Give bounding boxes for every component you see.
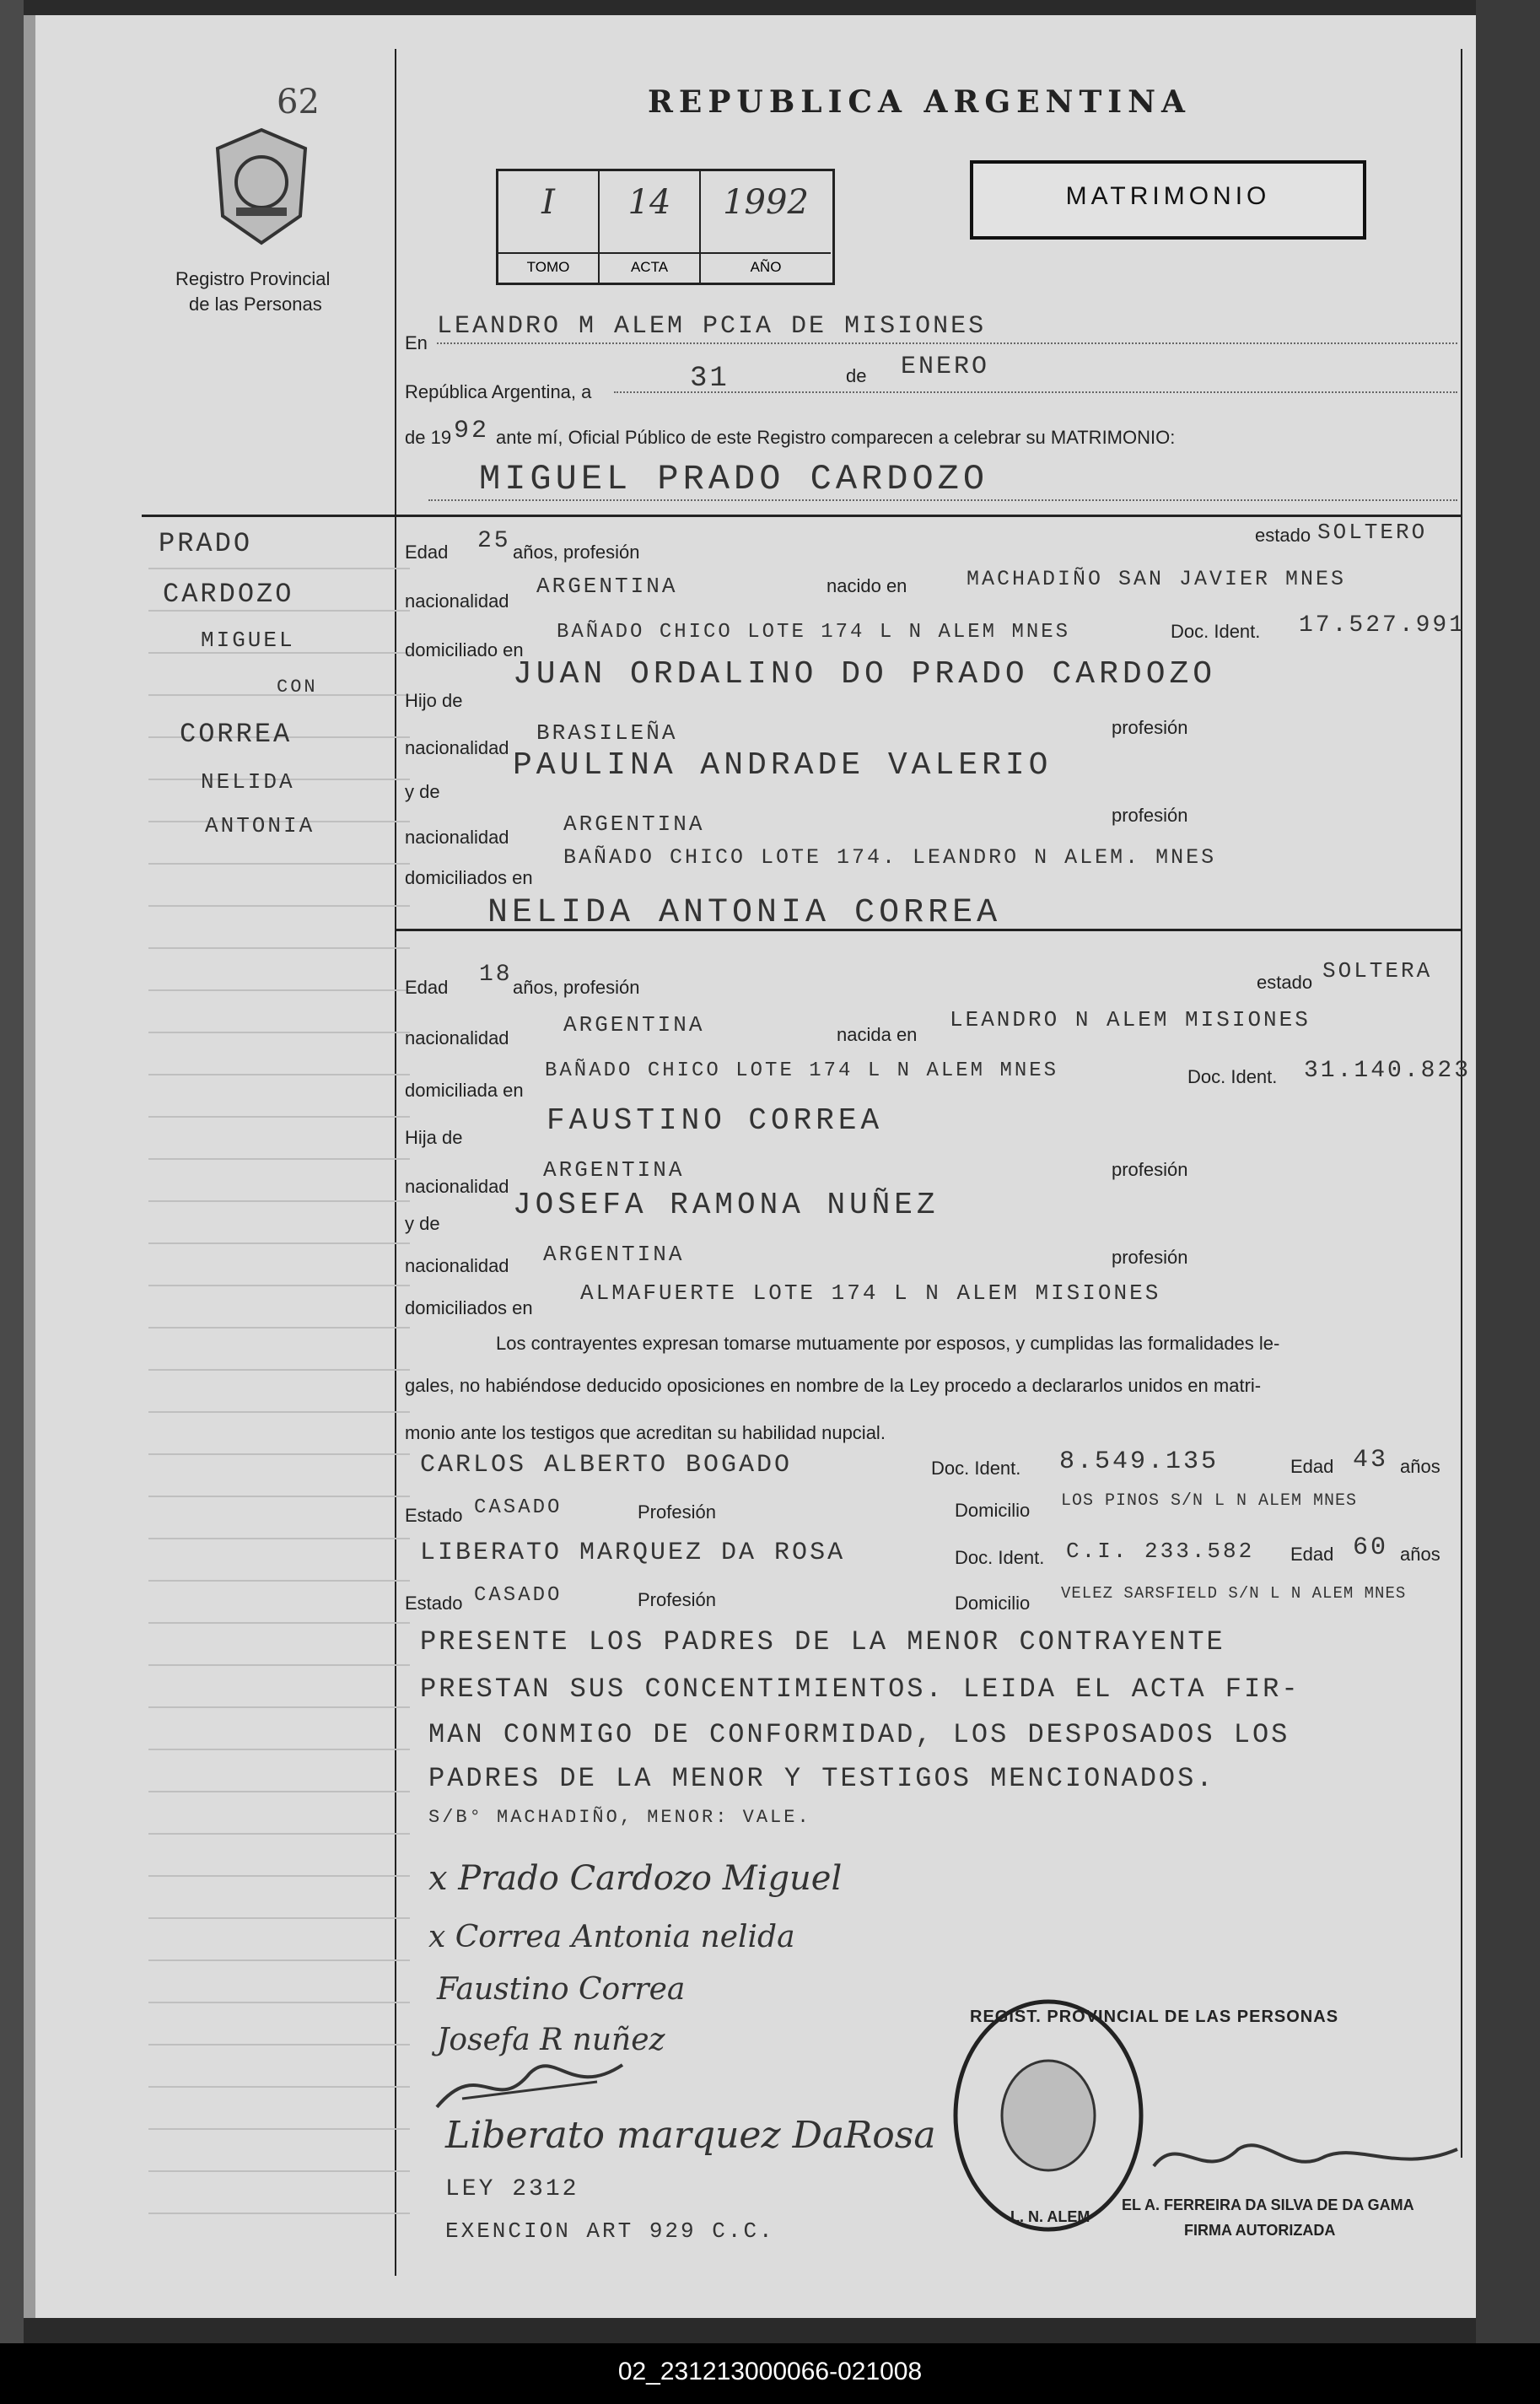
day-value: 31 <box>690 363 730 395</box>
section-divider-groom <box>142 515 1462 517</box>
acta-label: ACTA <box>600 252 699 276</box>
nacionalidad-label: nacionalidad <box>405 1255 509 1276</box>
bride-doc: 31.140.823 <box>1304 1058 1472 1084</box>
anos-profesion-label: años, profesión <box>513 542 640 563</box>
margin-note: MIGUEL <box>201 628 295 653</box>
stamp-bottom-text: L. N. ALEM <box>1010 2208 1090 2225</box>
witness2-signature: Liberato marquez DaRosa <box>445 2114 936 2157</box>
page-title: REPUBLICA ARGENTINA <box>648 84 1191 120</box>
witness-doc-label: Doc. Ident. <box>955 1547 1045 1568</box>
groom-signature: x Prado Cardozo Miguel <box>428 1859 843 1898</box>
scan-id: 02_231213000066-021008 <box>617 2358 923 2385</box>
margin-divider <box>395 49 396 2276</box>
groom-doc: 17.527.991 <box>1299 612 1467 639</box>
domiciliados-label: domiciliados en <box>405 1297 533 1318</box>
footer-note: LEY 2312 <box>445 2176 579 2202</box>
page-gutter <box>24 15 35 2318</box>
witness2-name: LIBERATO MARQUEZ DA ROSA <box>420 1539 846 1567</box>
margin-note: CON <box>277 676 318 698</box>
bride-mother: JOSEFA RAMONA NUÑEZ <box>513 1188 940 1222</box>
registry-name-line1: Registro Provincial <box>175 268 331 289</box>
witness-domicilio-label: Domicilio <box>955 1500 1031 1521</box>
margin-note: NELIDA <box>201 769 295 795</box>
tomo-acta-box <box>496 169 835 285</box>
bride-mother-nacionalidad: ARGENTINA <box>543 1242 685 1267</box>
margin-note: CARDOZO <box>163 579 294 610</box>
groom-nacido: MACHADIÑO SAN JAVIER MNES <box>967 567 1347 591</box>
nacionalidad-label: nacionalidad <box>405 737 509 758</box>
tomo-value: I <box>541 183 555 222</box>
place-value: LEANDRO M ALEM PCIA DE MISIONES <box>437 312 987 341</box>
profesion-label: profesión <box>1112 805 1188 826</box>
month-value: ENERO <box>901 353 990 381</box>
year-value: 92 <box>454 417 490 445</box>
witness1-edad: 43 <box>1353 1446 1389 1474</box>
bride-signature: x Correa Antonia nelida <box>428 1920 795 1954</box>
note-line: S/B° MACHADIÑO, MENOR: VALE. <box>428 1807 811 1828</box>
witness1-name: CARLOS ALBERTO BOGADO <box>420 1451 793 1480</box>
note-line: PRESENTE LOS PADRES DE LA MENOR CONTRAYENTE <box>420 1626 1225 1657</box>
profesion-label: profesión <box>1112 1247 1188 1268</box>
profesion-label: profesión <box>1112 717 1188 738</box>
groom-edad: 25 <box>477 528 511 554</box>
witness1-doc: 8.549.135 <box>1059 1447 1220 1476</box>
groom-estado: SOLTERO <box>1317 520 1428 545</box>
anos-profesion-label: años, profesión <box>513 977 640 998</box>
margin-note: CORREA <box>180 719 293 750</box>
nacido-label: nacido en <box>827 575 907 596</box>
witness-profesion-label: Profesión <box>638 1501 716 1523</box>
note-line: MAN CONMIGO DE CONFORMIDAD, LOS DESPOSADOS LOS <box>428 1719 1290 1750</box>
bride-parents-domicilio: ALMAFUERTE LOTE 174 L N ALEM MISIONES <box>580 1280 1161 1306</box>
groom-name: MIGUEL PRADO CARDOZO <box>479 459 989 499</box>
ante-text: ante mí, Oficial Público de este Registro comparecen a celebrar su MATRIMONIO: <box>496 427 1176 448</box>
witness-estado-label: Estado <box>405 1505 463 1526</box>
profesion-label: profesión <box>1112 1159 1188 1180</box>
nacionalidad-label: nacionalidad <box>405 590 509 612</box>
witness-doc-label: Doc. Ident. <box>931 1458 1021 1479</box>
yde-label: y de <box>405 781 440 802</box>
domicilio-label: domiciliado en <box>405 639 524 660</box>
official-signature-scribble-icon <box>1145 2124 1466 2191</box>
nacionalidad-label: nacionalidad <box>405 1176 509 1197</box>
margin-note: PRADO <box>159 528 253 559</box>
footer-note: EXENCION ART 929 C.C. <box>445 2218 775 2244</box>
document-page <box>24 15 1476 2318</box>
matrimonio-box <box>970 160 1366 240</box>
margin-note: ANTONIA <box>205 813 315 838</box>
de-label: de <box>846 365 867 386</box>
hija-label: Hija de <box>405 1127 463 1148</box>
page-number: 62 <box>277 83 320 121</box>
witness-estado-label: Estado <box>405 1593 463 1614</box>
edad-label: Edad <box>405 542 449 563</box>
registry-seal-icon <box>211 123 312 250</box>
bride-name: NELIDA ANTONIA CORREA <box>487 894 1002 932</box>
groom-father-nacionalidad: BRASILEÑA <box>536 720 678 746</box>
witness-profesion-label: Profesión <box>638 1589 716 1610</box>
groom-nacionalidad: ARGENTINA <box>536 574 678 599</box>
witness1-estado: CASADO <box>474 1496 563 1519</box>
note-line: PRESTAN SUS CONCENTIMIENTOS. LEIDA EL ACTA FIR- <box>420 1674 1300 1705</box>
official-name: EL A. FERREIRA DA SILVA DE DA GAMA <box>1122 2196 1414 2213</box>
bride-father-nacionalidad: ARGENTINA <box>543 1157 685 1183</box>
groom-mother-nacionalidad: ARGENTINA <box>563 811 705 837</box>
hijo-label: Hijo de <box>405 690 463 711</box>
groom-father: JUAN ORDALINO DO PRADO CARDOZO <box>513 656 1217 693</box>
declaration-line: monio ante los testigos que acreditan su habilidad nupcial. <box>405 1422 886 1443</box>
right-border <box>1461 49 1462 2158</box>
groom-mother: PAULINA ANDRADE VALERIO <box>513 747 1053 784</box>
witness2-edad: 60 <box>1353 1533 1389 1562</box>
tomo-label: TOMO <box>498 252 598 276</box>
bride-nacionalidad: ARGENTINA <box>563 1012 705 1038</box>
ano-label: AÑO <box>701 252 831 276</box>
en-label: En <box>405 332 428 353</box>
witness-anos-label: años <box>1400 1544 1440 1565</box>
estado-label: estado <box>1257 972 1313 993</box>
note-line: PADRES DE LA MENOR Y TESTIGOS MENCIONADOS. <box>428 1763 1215 1794</box>
witness2-domicilio: VELEZ SARSFIELD S/N L N ALEM MNES <box>1061 1584 1407 1603</box>
witness2-doc: C.I. 233.582 <box>1066 1539 1255 1564</box>
domiciliados-label: domiciliados en <box>405 867 533 888</box>
domicilio-label: domiciliada en <box>405 1080 524 1101</box>
republica-label: República Argentina, a <box>405 381 592 402</box>
doc-label: Doc. Ident. <box>1171 621 1261 642</box>
nacida-label: nacida en <box>837 1024 918 1045</box>
bride-nacida: LEANDRO N ALEM MISIONES <box>950 1007 1311 1032</box>
ano-value: 1992 <box>723 183 809 222</box>
witness-signature-scribble-icon <box>428 2048 631 2124</box>
bride-father: FAUSTINO CORREA <box>547 1103 884 1138</box>
registry-name-line2: de las Personas <box>189 294 322 315</box>
witness1-domicilio: LOS PINOS S/N L N ALEM MNES <box>1061 1491 1358 1511</box>
declaration-line: Los contrayentes expresan tomarse mutuamente por esposos, y cumplidas las formalidades le- <box>496 1333 1280 1354</box>
stamp-text: REGIST. PROVINCIAL DE LAS PERSONAS <box>970 2008 1339 2026</box>
acta-value: 14 <box>627 183 671 222</box>
matrimonio-label: MATRIMONIO <box>1065 182 1271 210</box>
bride-mother-signature: Josefa R nuñez <box>437 2023 665 2057</box>
groom-parents-domicilio: BAÑADO CHICO LOTE 174. LEANDRO N ALEM. MNES <box>563 845 1217 870</box>
yde-label: y de <box>405 1213 440 1234</box>
bride-estado: SOLTERA <box>1322 958 1433 984</box>
nacionalidad-label: nacionalidad <box>405 1027 509 1048</box>
declaration-line: gales, no habiéndose deducido oposiciones en nombre de la Ley procedo a declararlos unidos en matri- <box>405 1375 1262 1396</box>
nacionalidad-label: nacionalidad <box>405 827 509 848</box>
official-title: FIRMA AUTORIZADA <box>1184 2222 1336 2239</box>
witness-edad-label: Edad <box>1290 1456 1334 1477</box>
doc-label: Doc. Ident. <box>1187 1066 1278 1087</box>
groom-domicilio: BAÑADO CHICO LOTE 174 L N ALEM MNES <box>557 621 1071 644</box>
binding-edge <box>0 0 24 2404</box>
edad-label: Edad <box>405 977 449 998</box>
witness2-estado: CASADO <box>474 1584 563 1607</box>
witness-edad-label: Edad <box>1290 1544 1334 1565</box>
bride-father-signature: Faustino Correa <box>437 1972 686 2007</box>
de19-label: de 19 <box>405 427 452 448</box>
witness-domicilio-label: Domicilio <box>955 1593 1031 1614</box>
estado-label: estado <box>1255 525 1311 546</box>
bride-domicilio: BAÑADO CHICO LOTE 174 L N ALEM MNES <box>545 1059 1059 1082</box>
witness-anos-label: años <box>1400 1456 1440 1477</box>
bride-edad: 18 <box>479 962 513 988</box>
scan-background-right <box>1476 0 1540 2404</box>
